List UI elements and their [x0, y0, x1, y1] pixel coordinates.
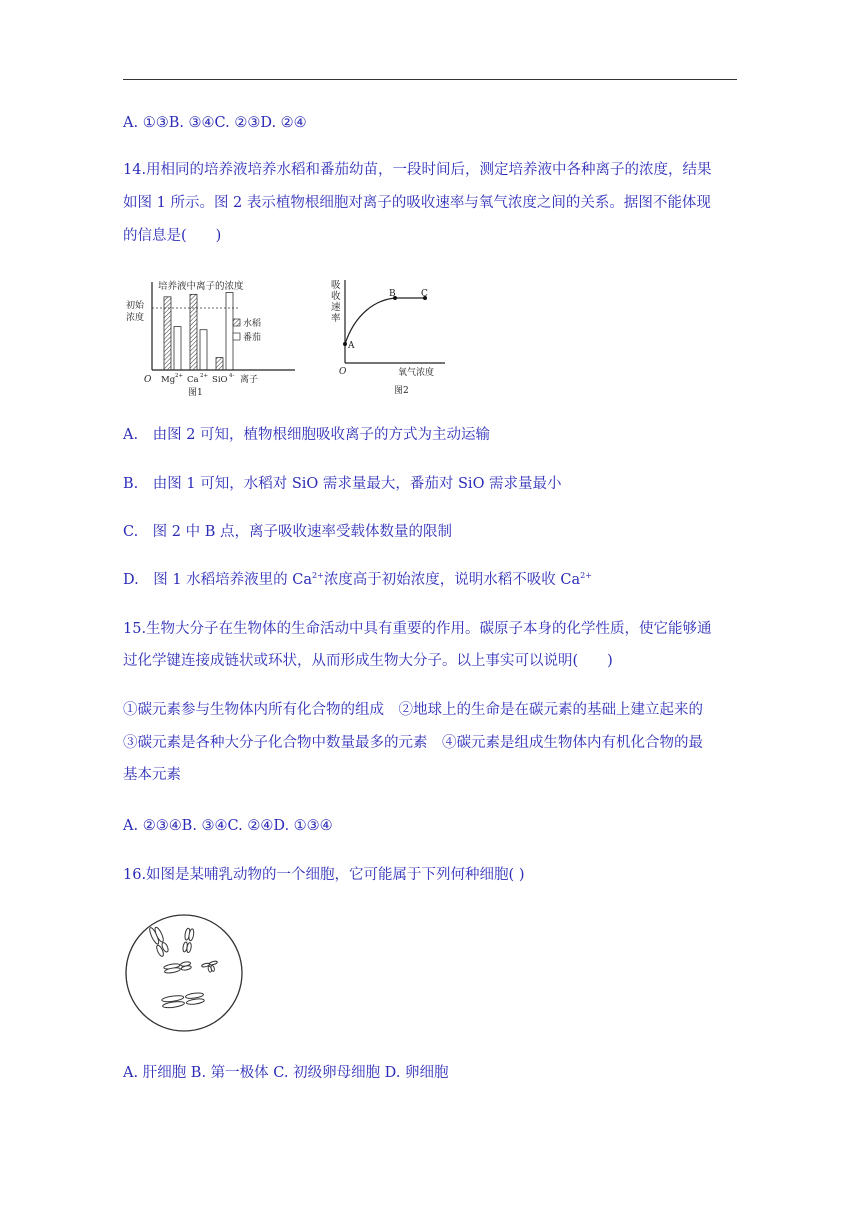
category-label-sio-charge: 4- — [229, 373, 235, 379]
bar-tomato-1 — [174, 327, 181, 370]
chromosome-5 — [161, 992, 204, 1009]
q14-option-d-pre: D. 图 1 水稻培养液里的 Ca — [123, 572, 313, 588]
q15-stem-line2: 过化学键连接成链状或环状，从而形成生物大分子。以上事实可以说明( ) — [123, 653, 613, 669]
fig1-title: 培养液中离子的浓度 — [158, 281, 244, 292]
category-label-ca: Ca — [187, 375, 199, 385]
fig2-ylabel-2: 收 — [331, 291, 341, 302]
fig2-xlabel: 氧气浓度 — [398, 368, 435, 378]
category-label-ca-charge: 2+ — [200, 373, 209, 379]
point-a — [343, 342, 347, 346]
chromosome-3 — [164, 961, 192, 974]
q14-option-d — [123, 570, 592, 590]
category-label-mg-charge: 2+ — [175, 373, 184, 379]
bar-tomato-3 — [226, 293, 233, 371]
legend-rice-swatch — [233, 319, 240, 326]
category-label-mg: Mg — [161, 375, 176, 385]
bar-rice-2 — [190, 294, 197, 370]
uptake-curve — [345, 298, 425, 344]
q13-options: A. ①③B. ③④C. ②③D. ②④ — [123, 115, 307, 131]
cell-diagram — [120, 912, 250, 1034]
legend-tomato-label: 番茄 — [243, 333, 262, 343]
fig1-xlabel: 离子 — [240, 375, 259, 385]
category-label-sio: SiO — [212, 375, 228, 385]
point-b-label: B — [389, 289, 396, 299]
q15-statement-line1: ①碳元素参与生物体内所有化合物的组成 ②地球上的生命是在碳元素的基础上建立起来的 — [123, 702, 703, 718]
fig1-ylabel-1: 初始 — [126, 301, 145, 311]
q15-options: A. ②③④B. ③④C. ②④D. ①③④ — [123, 818, 333, 834]
fig2-ylabel-1: 吸 — [331, 280, 341, 291]
q14-stem-line2: 如图 1 所示。图 2 表示植物根细胞对离子的吸收速率与氧气浓度之间的关系。据图不能体现 — [123, 195, 711, 211]
fig2-ylabel-3: 速 — [331, 302, 341, 313]
q14-option-b: B. 由图 1 可知，水稻对 SiO 需求量最大，番茄对 SiO 需求量最小 — [123, 476, 562, 492]
q15-stem-line1: 15.生物大分子在生物体的生命活动中具有重要的作用。碳原子本身的化学性质，使它能够通 — [123, 621, 712, 637]
q15-statement-line3: 基本元素 — [123, 767, 181, 783]
figure-2-line-graph — [325, 276, 450, 400]
fig1-caption: 图1 — [188, 388, 203, 398]
q16-options: A. 肝细胞 B. 第一极体 C. 初级卵母细胞 D. 卵细胞 — [123, 1065, 449, 1081]
fig2-ylabel-4: 率 — [331, 313, 341, 324]
q14-option-c: C. 图 2 中 B 点，离子吸收速率受载体数量的限制 — [123, 524, 453, 540]
q15-statement-line2: ③碳元素是各种大分子化合物中数量最多的元素 ④碳元素是组成生物体内有机化合物的最 — [123, 735, 703, 751]
legend-tomato-swatch — [233, 333, 240, 340]
chromosome-2 — [182, 928, 194, 953]
figure-1-bar-chart — [126, 278, 300, 400]
q14-option-d-mid: 浓度高于初始浓度，说明水稻不吸收 Ca — [323, 572, 581, 588]
q16-stem: 16.如图是某哺乳动物的一个细胞，它可能属于下列何种细胞( ) — [123, 867, 525, 883]
bar-tomato-2 — [200, 330, 207, 370]
q14-option-d-charge-2: 2+ — [580, 571, 592, 581]
fig2-caption: 图2 — [394, 386, 409, 396]
legend-rice-label: 水稻 — [243, 319, 262, 329]
q14-stem-line3: 的信息是( ) — [123, 228, 222, 244]
bar-rice-3 — [216, 358, 223, 370]
fig1-origin: O — [144, 375, 152, 385]
q14-stem-line1: 14.用相同的培养液培养水稻和番茄幼苗，一段时间后，测定培养液中各种离子的浓度，结果 — [123, 162, 712, 178]
chromosomes — [147, 924, 219, 1008]
fig1-ylabel-2: 浓度 — [126, 313, 145, 323]
chromosome-4 — [201, 961, 219, 974]
point-c-label: C — [421, 289, 428, 299]
cell-membrane — [126, 915, 242, 1031]
chromosome-1 — [147, 924, 170, 957]
fig2-origin: O — [339, 367, 347, 377]
header-rule — [123, 79, 737, 80]
q14-option-d-charge-1: 2+ — [312, 571, 324, 581]
point-a-label: A — [348, 341, 355, 351]
q14-option-a: A. 由图 2 可知，植物根细胞吸收离子的方式为主动运输 — [123, 427, 491, 443]
